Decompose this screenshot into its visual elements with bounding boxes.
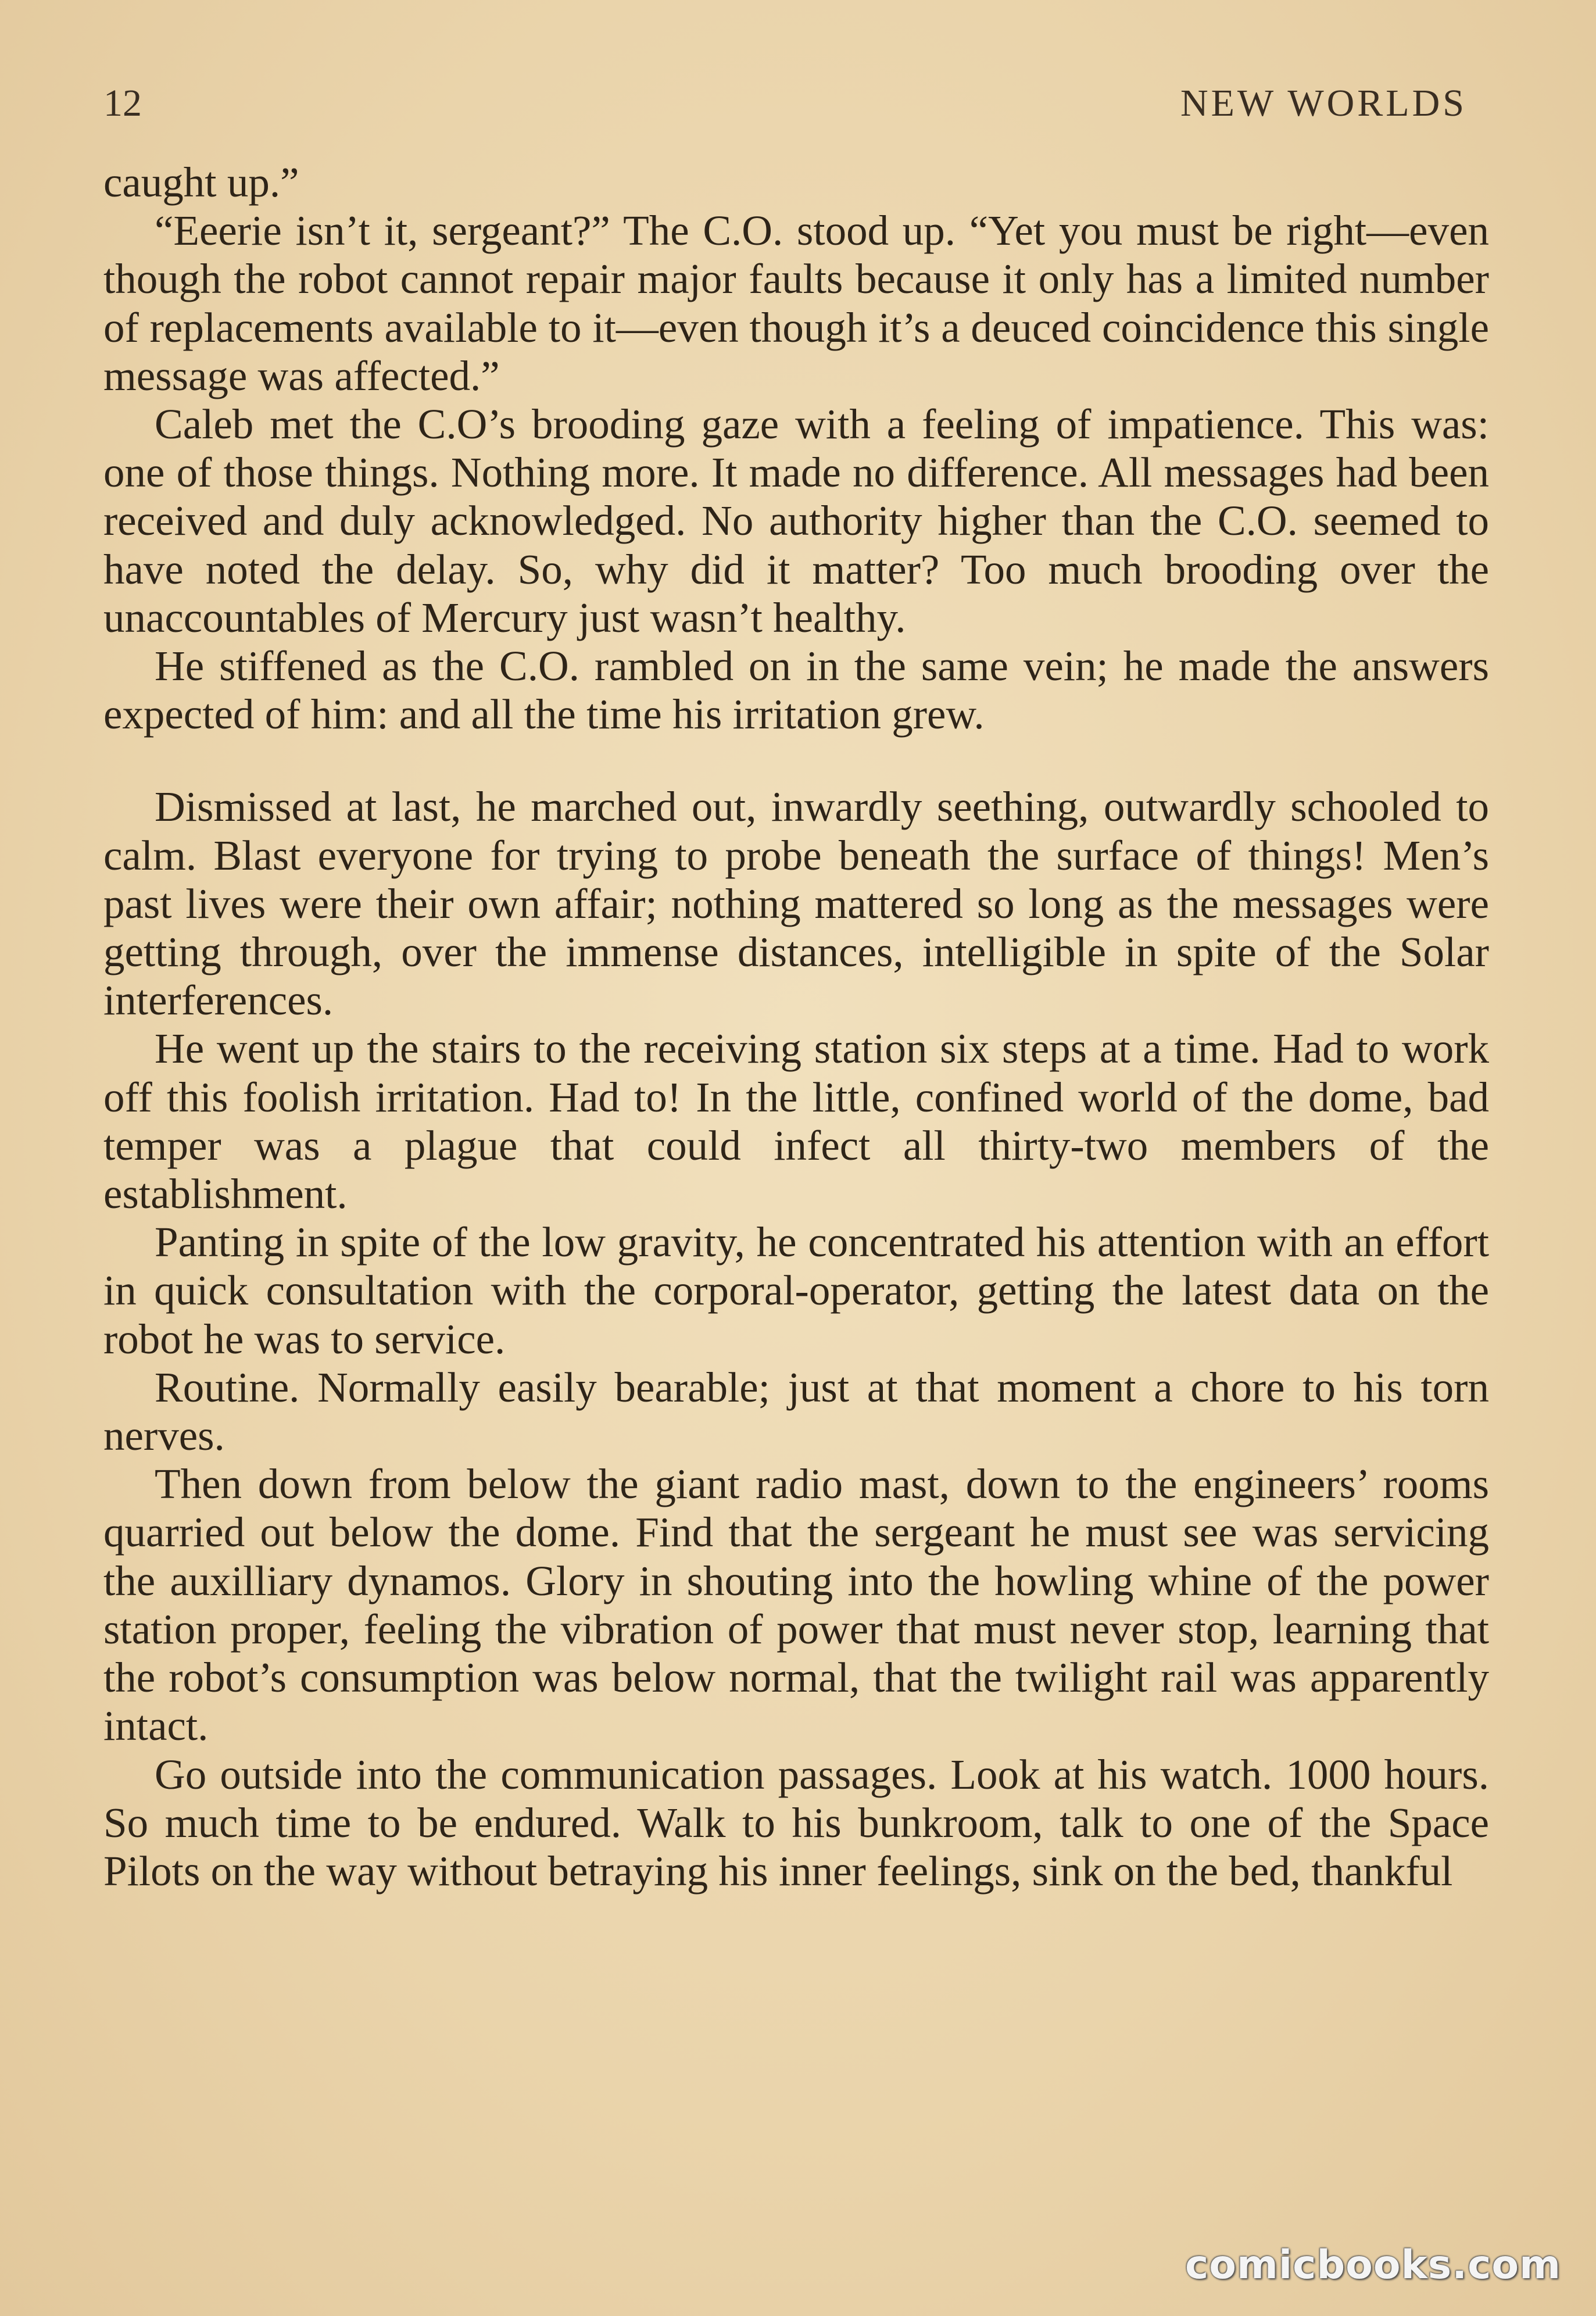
paragraph: Caleb met the C.O’s brooding gaze with a feeling of impatience. This was: one of those things. Nothing more. It made no difference. All messages had been received and duly acknowledged. No authority higher than the C.O. seemed to have noted the delay. So, why did it matter? Too much brooding over the unaccountables of Mercury just wasn’t healthy. xyxy=(103,401,1489,641)
paragraph: Then down from below the giant radio mast, down to the engineers’ rooms quarried out below the dome. Find that the sergeant he must see was servicing the auxilliary dynamos. Glory in shouting into the howling whine of the power station proper, feeling the vibration of power that must never stop, learning that the robot’s consumption was below normal, that the twilight rail was apparently intact. xyxy=(103,1460,1489,1750)
paragraph: He stiffened as the C.O. rambled on in the same vein; he made the answers expected of him: and all the time his irritation grew. xyxy=(103,642,1489,738)
paragraph-continuation: caught up.” xyxy=(103,159,299,206)
paragraph: Panting in spite of the low gravity, he concentrated his attention with an effort in quick consultation with the corporal-operator, getting the latest data on the robot he was to service. xyxy=(103,1218,1489,1363)
journal-title: NEW WORLDS xyxy=(1180,82,1467,124)
paragraph: Go outside into the communication passages. Look at his watch. 1000 hours. So much time to be endured. Walk to his bunkroom, talk to one of the Space Pilots on the way without betraying his inner feelings, sink on the bed, thankful xyxy=(103,1750,1489,1895)
running-head xyxy=(103,81,1467,134)
paragraph: Routine. Normally easily bearable; just at that moment a chore to his torn nerves. xyxy=(103,1363,1489,1460)
site-watermark: comicbooks.com xyxy=(1185,2242,1561,2288)
paragraph: He went up the stairs to the receiving station six steps at a time. Had to work off this foolish irritation. Had to! In the little, confined world of the dome, bad temper was a plague that could infect all thirty-two members of the establishment. xyxy=(103,1025,1489,1218)
paragraph: “Eeerie isn’t it, sergeant?” The C.O. stood up. “Yet you must be right—even though the robot cannot repair major faults because it only has a limited number of replacements available to it—even though it’s a deuced coincidence this single message was affected.” xyxy=(103,207,1489,399)
page-number: 12 xyxy=(103,82,142,124)
story-text xyxy=(103,158,1489,1895)
paragraph: Dismissed at last, he marched out, inwardly seething, outwardly schooled to calm. Blast everyone for trying to probe beneath the surface of things! Men’s past lives were their own affair; nothing mattered so long as the messages were getting through, over the immense distances, intelligible in spite of the Solar interferences. xyxy=(103,783,1489,1024)
